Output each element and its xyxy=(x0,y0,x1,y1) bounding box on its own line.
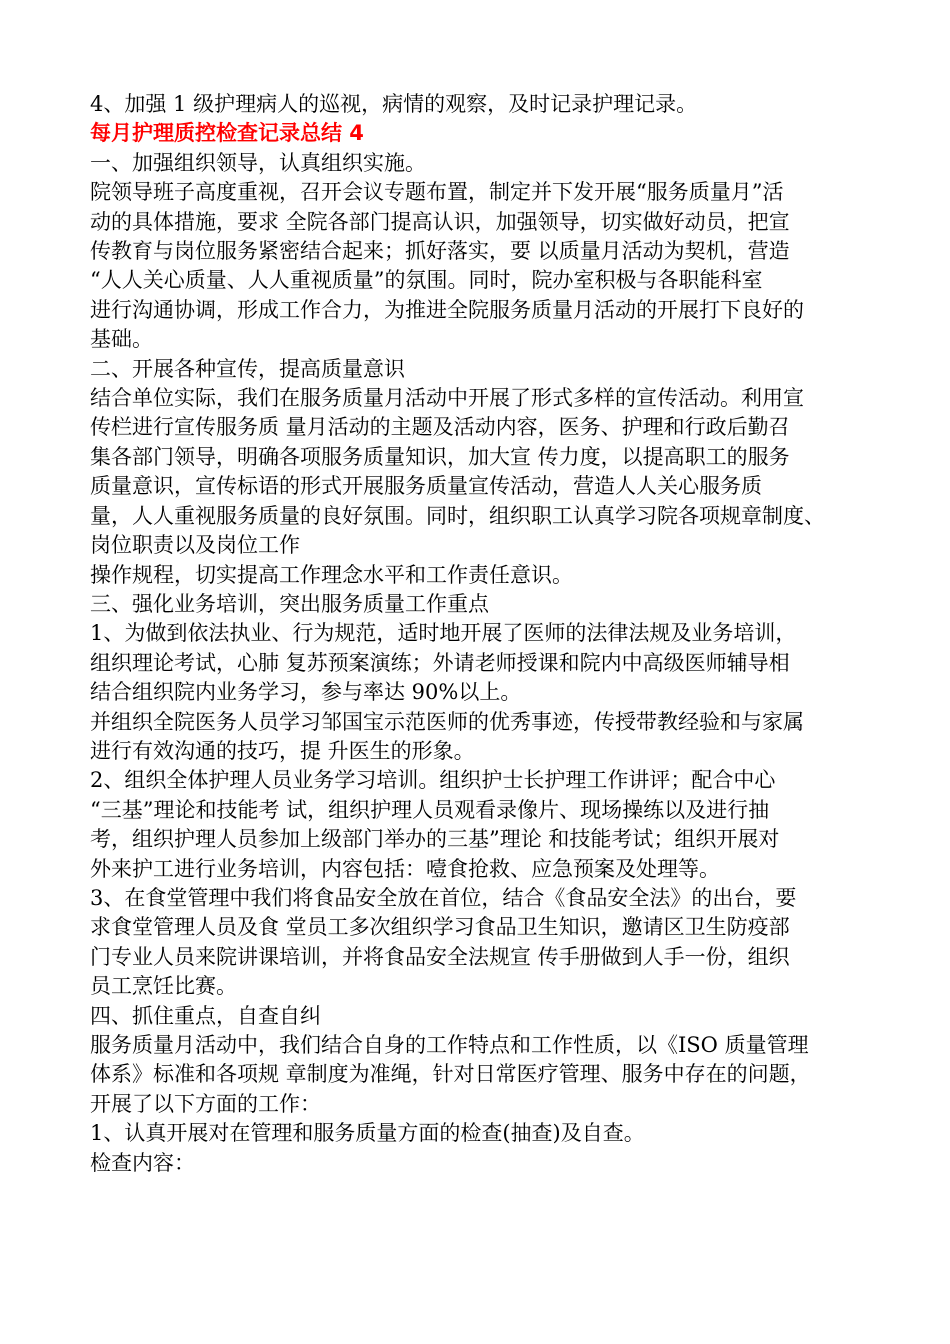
text-line: 并组织全院医务人员学习邹国宝示范医师的优秀事迹，传授带教经验和与家属 xyxy=(90,709,804,734)
text-line: 进行有效沟通的技巧，提 升医生的形象。 xyxy=(90,738,475,763)
text-line: 外来护工进行业务培训，内容包括：噎食抢救、应急预案及处理等。 xyxy=(90,856,720,881)
text-line: 传栏进行宣传服务质 量月活动的主题及活动内容，医务、护理和行政后勤召 xyxy=(90,415,790,440)
text-line: 开展了以下方面的工作： xyxy=(90,1091,321,1116)
section-heading: 每月护理质控检查记录总结 4 xyxy=(90,121,364,146)
document-page xyxy=(90,90,870,1178)
text-line: 岗位职责以及岗位工作 xyxy=(90,533,300,558)
text-line: 传教育与岗位服务紧密结合起来；抓好落实，要 以质量月活动为契机，营造 xyxy=(90,239,790,264)
text-line: 基础。 xyxy=(90,327,153,352)
text-line: 2、组织全体护理人员业务学习培训。组织护士长护理工作讲评；配合中心 xyxy=(90,768,776,793)
text-line: 四、抓住重点，自查自纠 xyxy=(90,1003,321,1028)
text-line: 1、认真开展对在管理和服务质量方面的检查(抽查)及自查。 xyxy=(90,1121,645,1146)
text-line: 质量意识，宣传标语的形式开展服务质量宣传活动，营造人人关心服务质 xyxy=(90,474,762,499)
text-line: 动的具体措施，要求 全院各部门提高认识，加强领导，切实做好动员，把宣 xyxy=(90,209,790,234)
text-line: 一、加强组织领导，认真组织实施。 xyxy=(90,150,426,175)
text-line: 二、开展各种宣传，提高质量意识 xyxy=(90,356,405,381)
text-line: 量，人人重视服务质量的良好氛围。同时，组织职工认真学习院各项规章制度、 xyxy=(90,503,825,528)
text-line: 院领导班子高度重视，召开会议专题布置，制定并下发开展“服务质量月”活 xyxy=(90,180,784,205)
text-line: 4、加强 1 级护理病人的巡视，病情的观察，及时记录护理记录。 xyxy=(90,92,698,116)
text-line: 3、在食堂管理中我们将食品安全放在首位，结合《食品安全法》的出台，要 xyxy=(90,885,797,910)
text-line: 组织理论考试，心肺 复苏预案演练；外请老师授课和院内中高级医师辅导相 xyxy=(90,650,790,675)
text-line: 1、为做到依法执业、行为规范，适时地开展了医师的法律法规及业务培训， xyxy=(90,621,797,646)
text-line: 服务质量月活动中，我们结合自身的工作特点和工作性质，以《ISO 质量管理 xyxy=(90,1033,809,1057)
text-line: 结合组织院内业务学习，参与率达 90%以上。 xyxy=(90,680,522,705)
text-line: 门专业人员来院讲课培训，并将食品安全法规宣 传手册做到人手一份，组织 xyxy=(90,944,790,969)
text-line: 考，组织护理人员参加上级部门举办的三基”理论 和技能考试；组织开展对 xyxy=(90,827,780,852)
text-line: 操作规程，切实提高工作理念水平和工作责任意识。 xyxy=(90,562,573,587)
text-line: 结合单位实际，我们在服务质量月活动中开展了形式多样的宣传活动。利用宣 xyxy=(90,386,804,411)
text-line: 检查内容： xyxy=(90,1150,195,1175)
text-line: 员工烹饪比赛。 xyxy=(90,974,237,999)
text-line: 求食堂管理人员及食 堂员工多次组织学习食品卫生知识，邀请区卫生防疫部 xyxy=(90,915,790,940)
text-line: 三、强化业务培训，突出服务质量工作重点 xyxy=(90,591,489,616)
text-line: “三基”理论和技能考 试，组织护理人员观看录像片、现场操练以及进行抽 xyxy=(90,797,770,822)
text-line: 进行沟通协调，形成工作合力，为推进全院服务质量月活动的开展打下良好的 xyxy=(90,297,804,322)
text-line: 体系》标准和各项规 章制度为准绳，针对日常医疗管理、服务中存在的问题， xyxy=(90,1062,811,1087)
text-line: “人人关心质量、人人重视质量”的氛围。同时，院办室积极与各职能科室 xyxy=(90,268,763,293)
text-line: 集各部门领导，明确各项服务质量知识，加大宣 传力度，以提高职工的服务 xyxy=(90,444,790,469)
